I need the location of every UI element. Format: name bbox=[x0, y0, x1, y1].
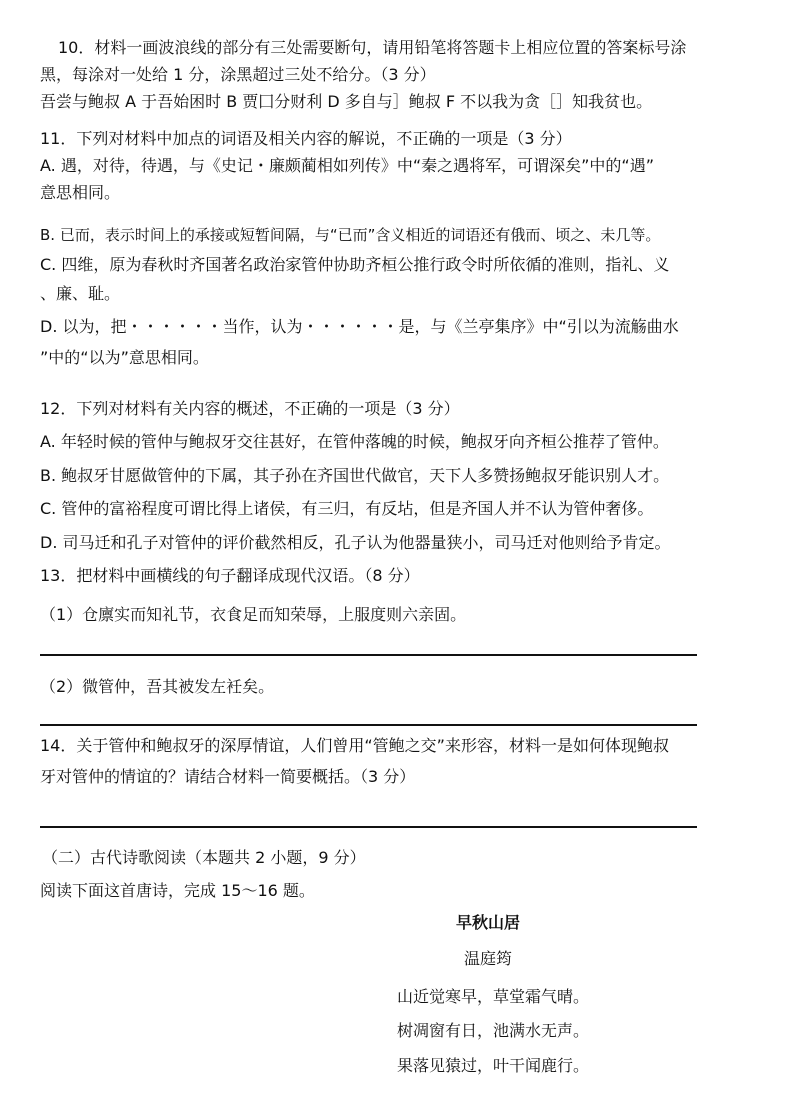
q14-line1: 14．关于管仲和鲍叔牙的深厚情谊，人们曾用“管鲍之交”来形容，材料一是如何体现鲍叔 bbox=[40, 736, 669, 755]
q12-stem: 12．下列对材料有关内容的概述，不正确的一项是（3 分） bbox=[40, 399, 460, 418]
poem-line-1: 山近觉寒早，草堂霜气晴。 bbox=[397, 987, 590, 1006]
q12-option-c: C. 管仲的富裕程度可谓比得上诸侯，有三归，有反坫，但是齐国人并不认为管仲奢侈。 bbox=[40, 499, 654, 518]
q13-sentence-1: （1）仓廪实而知礼节，衣食足而知荣辱，上服度则六亲固。 bbox=[40, 605, 467, 624]
section-heading: （二）古代诗歌阅读（本题共 2 小题，9 分） bbox=[42, 848, 366, 867]
poem-author: 温庭筠 bbox=[464, 949, 513, 968]
q13-stem: 13．把材料中画横线的句子翻译成现代汉语。（8 分） bbox=[40, 566, 420, 585]
q11-option-c-line2: 、廉、耻。 bbox=[40, 284, 121, 303]
q11-option-a-line2: 意思相同。 bbox=[40, 183, 121, 202]
q10-line2: 黑，每涂对一处给 1 分，涂黑超过三处不给分。（3 分） bbox=[40, 65, 436, 84]
q11-stem: 11．下列对材料中加点的词语及相关内容的解说，不正确的一项是（3 分） bbox=[40, 129, 572, 148]
poem-title: 早秋山居 bbox=[456, 913, 521, 932]
poem-line-3: 果落见猿过，叶干闻鹿行。 bbox=[397, 1056, 590, 1075]
answer-line-1[interactable] bbox=[40, 654, 697, 656]
q12-option-d: D. 司马迁和孔子对管仲的评价截然相反，孔子认为他器量狭小，司马迁对他则给予肯定。 bbox=[40, 533, 671, 552]
q12-option-a: A. 年轻时候的管仲与鲍叔牙交往甚好，在管仲落魄的时候，鲍叔牙向齐桓公推荐了管仲。 bbox=[40, 432, 669, 451]
q11-option-a-line1: A. 遇，对待，待遇，与《史记・廉颇蔺相如列传》中“秦之遇将军，可谓深矣”中的“遇” bbox=[40, 156, 654, 175]
q10-line3: 吾尝与鲍叔 A 于吾始困时 B 贾囗分财利 D 多自与］鲍叔 F 不以我为贪［］知我贫也。 bbox=[40, 92, 653, 111]
q12-option-b: B. 鲍叔牙甘愿做管仲的下属，其子孙在齐国世代做官，天下人多赞扬鲍叔牙能识别人才。 bbox=[40, 466, 670, 485]
answer-line-2[interactable] bbox=[40, 724, 697, 726]
poem-line-2: 树凋窗有日，池满水无声。 bbox=[397, 1021, 590, 1040]
q10-line1: 10．材料一画波浪线的部分有三处需要断句，请用铅笔将答题卡上相应位置的答案标号涂 bbox=[58, 38, 687, 57]
q11-option-c-line1: C. 四维，原为春秋时齐国著名政治家管仲协助齐桓公推行政令时所依循的准则，指礼、义 bbox=[40, 255, 670, 274]
q14-line2: 牙对管仲的情谊的？请结合材料一简要概括。（3 分） bbox=[40, 767, 416, 786]
q13-sentence-2: （2）微管仲，吾其被发左衽矣。 bbox=[40, 677, 275, 696]
q11-option-b: B. 已而，表示时间上的承接或短暂间隔，与“已而”含义相近的词语还有俄而、顷之、未几等。 bbox=[40, 226, 661, 244]
section-instruction: 阅读下面这首唐诗，完成 15～16 题。 bbox=[40, 881, 315, 900]
answer-line-3[interactable] bbox=[40, 826, 697, 828]
q11-option-d-line2: ”中的“以为”意思相同。 bbox=[40, 348, 209, 367]
q11-option-d-line1: D. 以为，把・・・・・・当作，认为・・・・・・是，与《兰亭集序》中“引以为流觞曲水 bbox=[40, 317, 679, 336]
